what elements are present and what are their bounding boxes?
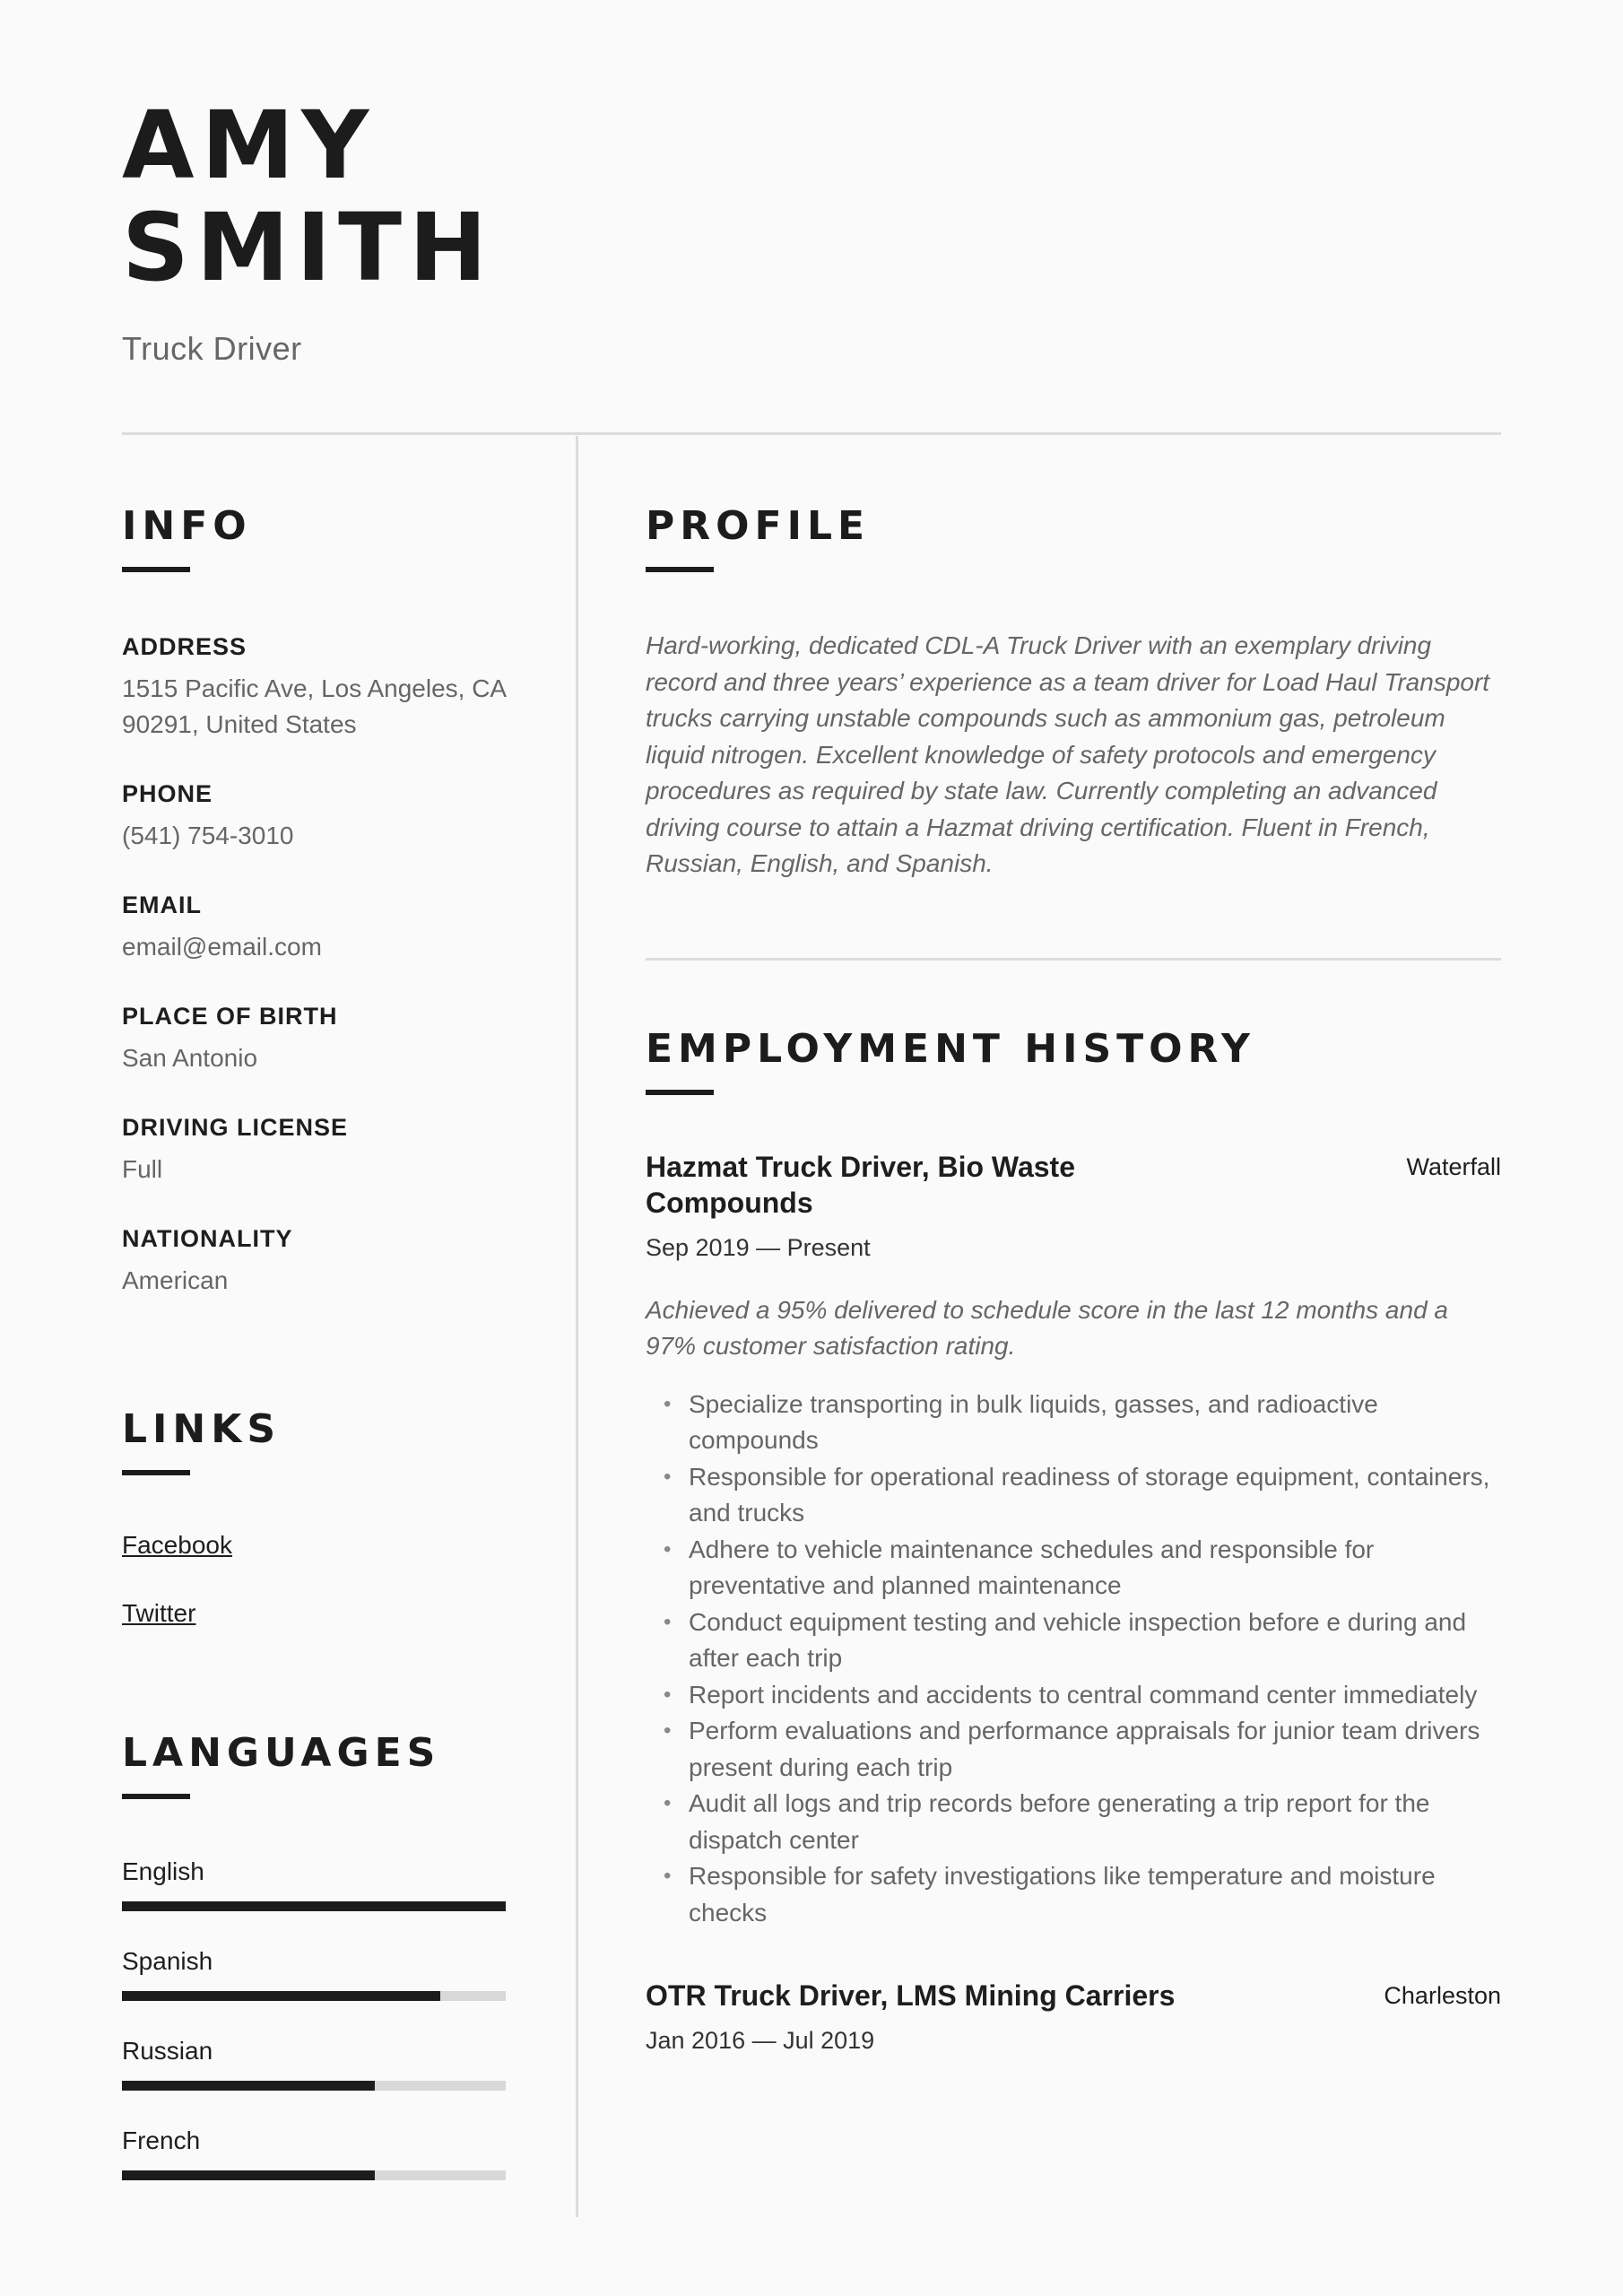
job-bullet xyxy=(646,1387,1501,1459)
job-bullet-text: Responsible for safety investigations like temperature and moisture checks xyxy=(689,1862,1436,1926)
job-bullet-list xyxy=(646,1387,1501,1932)
language-name: Russian xyxy=(122,2037,213,2065)
info-list xyxy=(122,631,509,1299)
job-bullet xyxy=(646,1677,1501,1714)
info-value: San Antonio xyxy=(122,1044,258,1072)
job-bullet xyxy=(646,1532,1501,1605)
language-level-fill xyxy=(122,2081,375,2091)
language-name: French xyxy=(122,2126,201,2154)
info-label: DRIVING LICENSE xyxy=(122,1114,349,1141)
info-value: (541) 754-3010 xyxy=(122,822,294,849)
job-bullet-text: Conduct equipment testing and vehicle inspection before e during and after each trip xyxy=(689,1607,1467,1672)
links-list xyxy=(122,1529,509,1630)
bullet-dot-icon: • xyxy=(664,1718,672,1743)
employment-heading: EMPLOYMENT HISTORY xyxy=(646,1025,1255,1072)
job-header xyxy=(646,1978,1501,2013)
job-title: OTR Truck Driver, LMS Mining Carriers xyxy=(646,1979,1176,2012)
job-location: Waterfall xyxy=(1406,1152,1501,1180)
job-bullet xyxy=(646,1459,1501,1532)
language-level-track xyxy=(122,2170,506,2180)
language-item xyxy=(122,1857,509,1910)
links-heading-bar xyxy=(122,1470,190,1475)
info-value: email@email.com xyxy=(122,933,322,961)
job-bullet-text: Audit all logs and trip records before generating a trip report for the dispatch center xyxy=(689,1789,1430,1854)
language-name: Spanish xyxy=(122,1947,213,1975)
employment-heading-bar xyxy=(646,1090,714,1095)
language-item xyxy=(122,1946,509,2000)
job-header xyxy=(646,1149,1501,1221)
info-item-email xyxy=(122,890,509,965)
job-bullet xyxy=(646,1786,1501,1858)
language-level-track xyxy=(122,1991,506,2001)
info-item-phone xyxy=(122,778,509,854)
bullet-dot-icon: • xyxy=(664,1391,672,1416)
profile-heading-bar xyxy=(646,567,714,572)
languages-heading: LANGUAGES xyxy=(122,1730,441,1776)
employment-section xyxy=(646,1025,1501,2057)
job-location: Charleston xyxy=(1384,1982,1501,2009)
job-bullet-text: Perform evaluations and performance appraisals for junior team drivers present during each trip xyxy=(689,1717,1480,1781)
language-level-fill xyxy=(122,1991,440,2001)
language-level-track xyxy=(122,2081,506,2091)
info-heading-bar xyxy=(122,567,190,572)
languages-list xyxy=(122,1857,509,2179)
info-label: EMAIL xyxy=(122,891,202,918)
links-section xyxy=(122,1405,509,1665)
language-item xyxy=(122,2036,509,2090)
info-label: PHONE xyxy=(122,780,213,807)
job-dates: Sep 2019 — Present xyxy=(646,1233,871,1261)
job-bullet-text: Report incidents and accidents to central command center immediately xyxy=(689,1680,1478,1709)
info-section xyxy=(122,502,509,1335)
job-entry xyxy=(646,1149,1501,1932)
language-name: English xyxy=(122,1857,204,1885)
profile-text: Hard-working, dedicated CDL-A Truck Driver with an exemplary driving record and three years’ experience as a team driver for Load Haul Transport trucks carrying unstable compounds such as ammonium gas, petroleum liquid nitrogen. Excellent knowledge of safety protocols and emergency procedures as required by state law. Currently completing an advanced driving course to attain a Hazmat driving certification. Fluent in French, Russian, English, and Spanish. xyxy=(646,631,1490,877)
bullet-dot-icon: • xyxy=(664,1682,672,1707)
job-bullet xyxy=(646,1605,1501,1677)
link-facebook[interactable]: Facebook xyxy=(122,1531,232,1559)
info-label: PLACE OF BIRTH xyxy=(122,1003,338,1030)
languages-heading-bar xyxy=(122,1794,190,1799)
job-entry xyxy=(646,1978,1501,2057)
info-item-place-of-birth xyxy=(122,1001,509,1076)
job-bullet-text: Adhere to vehicle maintenance schedules and responsible for preventative and planned maintenance xyxy=(689,1535,1375,1599)
language-item xyxy=(122,2126,509,2179)
profile-divider xyxy=(646,958,1501,961)
job-bullet xyxy=(646,1713,1501,1786)
job-bullet-text: Responsible for operational readiness of storage equipment, containers, and trucks xyxy=(689,1462,1490,1526)
profile-section xyxy=(646,502,1501,883)
job-bullet-text: Specialize transporting in bulk liquids, gasses, and radioactive compounds xyxy=(689,1389,1378,1454)
info-label: NATIONALITY xyxy=(122,1225,293,1252)
link-twitter[interactable]: Twitter xyxy=(122,1599,196,1627)
info-value: American xyxy=(122,1266,229,1294)
job-summary: Achieved a 95% delivered to schedule score in the last 12 months and a 97% customer satisfaction rating. xyxy=(646,1295,1449,1360)
info-item-address xyxy=(122,631,509,743)
info-value: 1515 Pacific Ave, Los Angeles, CA 90291, United States xyxy=(122,674,506,738)
languages-section xyxy=(122,1729,509,2215)
column-divider xyxy=(576,436,578,2217)
language-level-fill xyxy=(122,1901,506,1911)
main-column xyxy=(646,502,1501,2057)
job-title: Truck Driver xyxy=(122,330,302,367)
info-heading: INFO xyxy=(122,503,252,549)
bullet-dot-icon: • xyxy=(664,1791,672,1815)
bullet-dot-icon: • xyxy=(664,1536,672,1561)
header-divider xyxy=(122,432,1501,435)
info-value: Full xyxy=(122,1155,163,1183)
profile-heading: PROFILE xyxy=(646,503,871,549)
job-title: Hazmat Truck Driver, Bio Waste Compounds xyxy=(646,1150,1075,1219)
info-item-driving-license xyxy=(122,1112,509,1187)
bullet-dot-icon: • xyxy=(664,1864,672,1888)
bullet-dot-icon: • xyxy=(664,1609,672,1634)
job-bullet xyxy=(646,1858,1501,1931)
info-label: ADDRESS xyxy=(122,633,247,660)
language-level-fill xyxy=(122,2170,375,2180)
language-level-track xyxy=(122,1901,506,1911)
job-dates: Jan 2016 — Jul 2019 xyxy=(646,2027,875,2054)
first-name: AMY xyxy=(122,91,377,200)
name-block xyxy=(122,91,495,302)
last-name: SMITH xyxy=(122,193,495,302)
links-heading: LINKS xyxy=(122,1406,282,1452)
bullet-dot-icon: • xyxy=(664,1464,672,1489)
info-item-nationality xyxy=(122,1223,509,1299)
